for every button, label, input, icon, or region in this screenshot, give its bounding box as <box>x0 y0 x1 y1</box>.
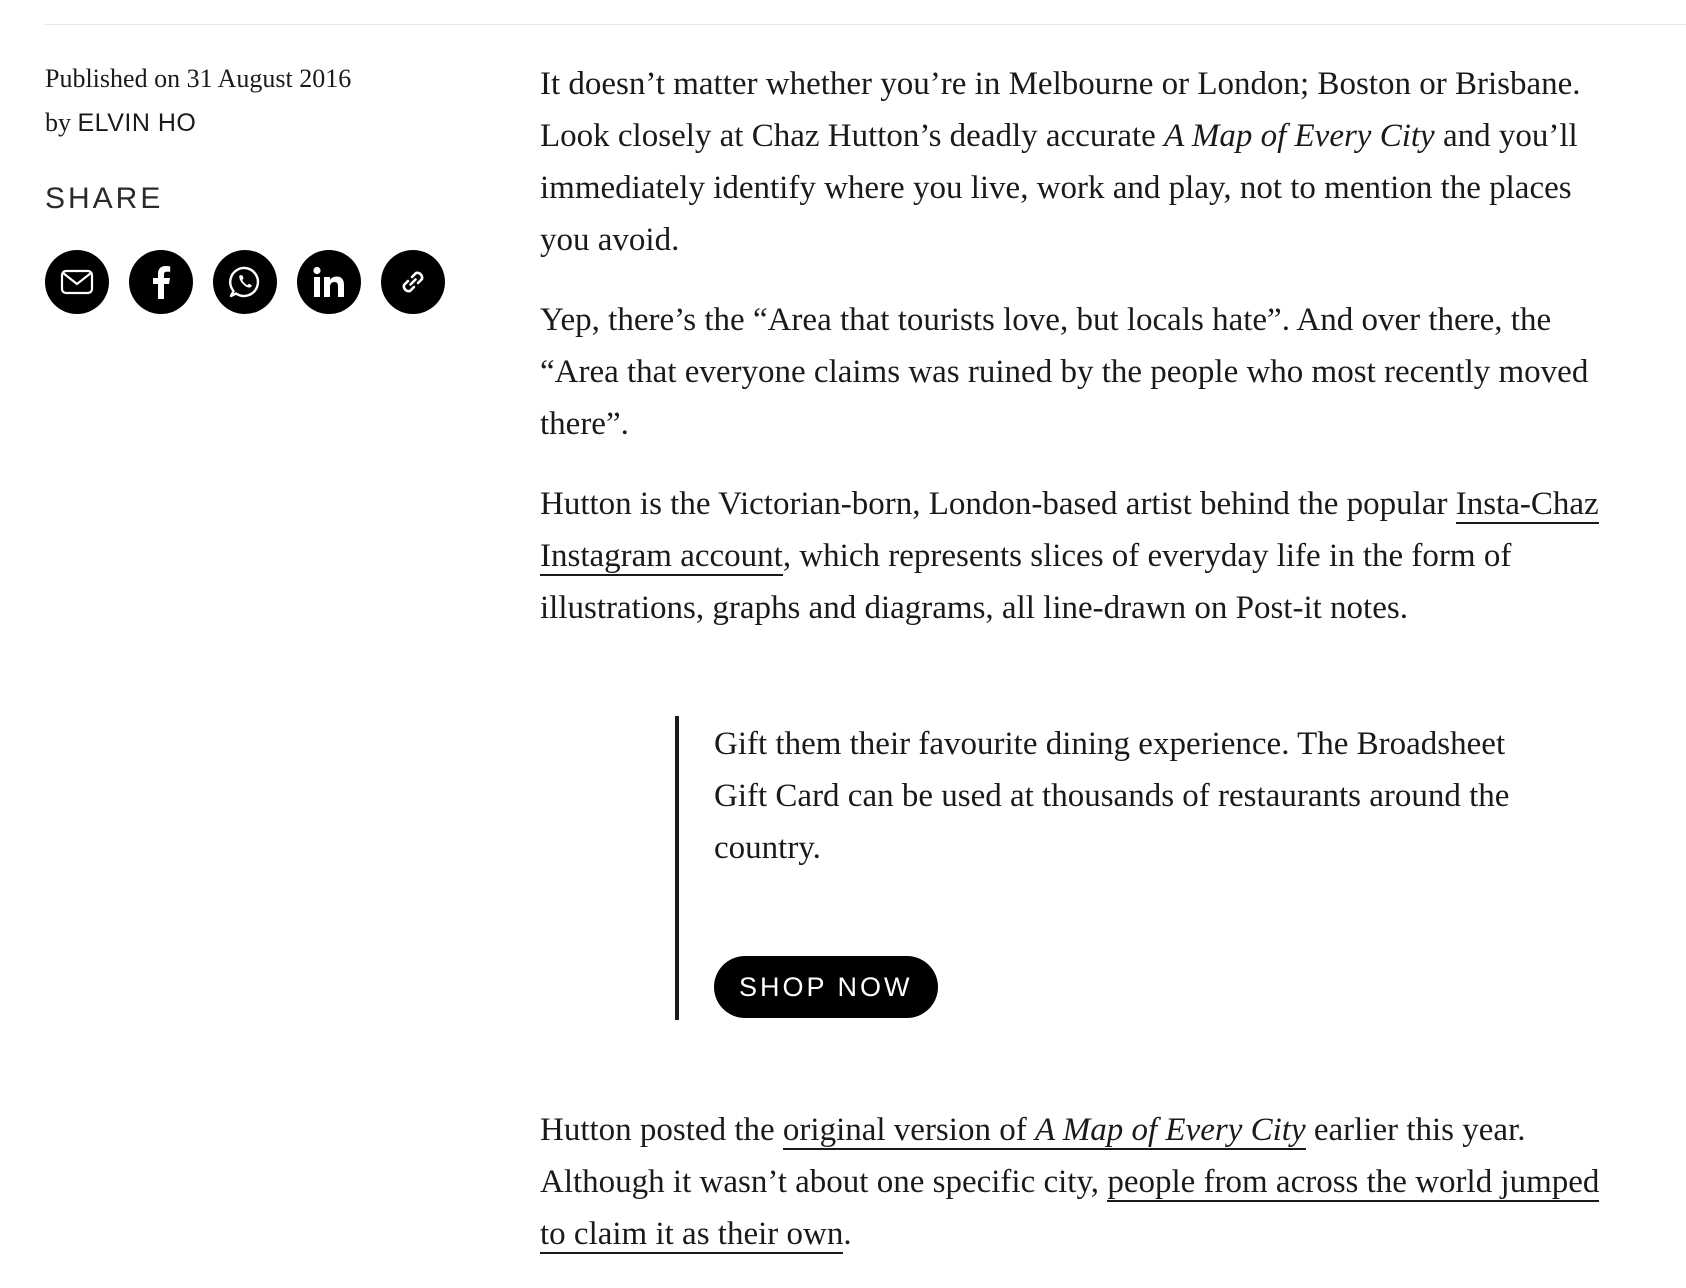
paragraph-1: It doesn’t matter whether you’re in Melbourne or London; Boston or Brisbane. Look closely at Chaz Hutton’s deadly accurate A Map of Every City and you’ll immediately identify where you live, work and play, not to mention the places you avoid. <box>540 66 1581 258</box>
share-copy-link-button[interactable] <box>381 250 445 314</box>
facebook-icon <box>151 265 171 299</box>
link-icon <box>396 265 430 299</box>
published-date: Published on 31 August 2016 <box>45 64 352 93</box>
author-link[interactable]: ELVIN HO <box>77 109 197 137</box>
linkedin-icon <box>313 266 345 298</box>
article-body <box>540 58 1620 1288</box>
original-version-link[interactable]: original version of A Map of Every City <box>782 1112 1306 1148</box>
article-meta <box>45 62 465 314</box>
paragraph-3: Hutton is the Victorian-born, London-based artist behind the popular Insta-Chaz Instagram account, which represents slices of everyday life in the form of illustrations, graphs and diagrams, all line-drawn on Post-it notes. <box>540 486 1599 626</box>
whatsapp-icon <box>228 265 262 299</box>
paragraph-4: Hutton posted the original version of A Map of Every City earlier this year. Although it wasn’t about one specific city, people from across the world jumped to claim it as their own. <box>540 1112 1600 1252</box>
promo-text: Gift them their favourite dining experience. The Broadsheet Gift Card can be used at thousands of restaurants around the country. <box>714 726 1510 866</box>
gift-card-promo <box>675 716 1564 1020</box>
byline <box>45 106 465 140</box>
top-divider <box>45 24 1686 25</box>
share-facebook-button[interactable] <box>129 250 193 314</box>
email-icon <box>60 269 94 295</box>
shop-now-button[interactable]: SHOP NOW <box>714 956 938 1018</box>
byline-prefix: by <box>45 108 71 137</box>
share-email-button[interactable] <box>45 250 109 314</box>
paragraph-2: Yep, there’s the “Area that tourists love, but locals hate”. And over there, the “Area that everyone claims was ruined by the people who most recently moved there”. <box>540 302 1589 442</box>
share-buttons <box>45 250 465 314</box>
share-heading: SHARE <box>45 182 164 215</box>
share-linkedin-button[interactable] <box>297 250 361 314</box>
share-whatsapp-button[interactable] <box>213 250 277 314</box>
instagram-account-link[interactable]: Insta-Chaz Instagram account <box>540 486 1599 574</box>
map-title-italic: A Map of Every City <box>1164 118 1435 154</box>
people-claim-link[interactable]: people from across the world jumped to claim it as their own <box>540 1164 1600 1252</box>
